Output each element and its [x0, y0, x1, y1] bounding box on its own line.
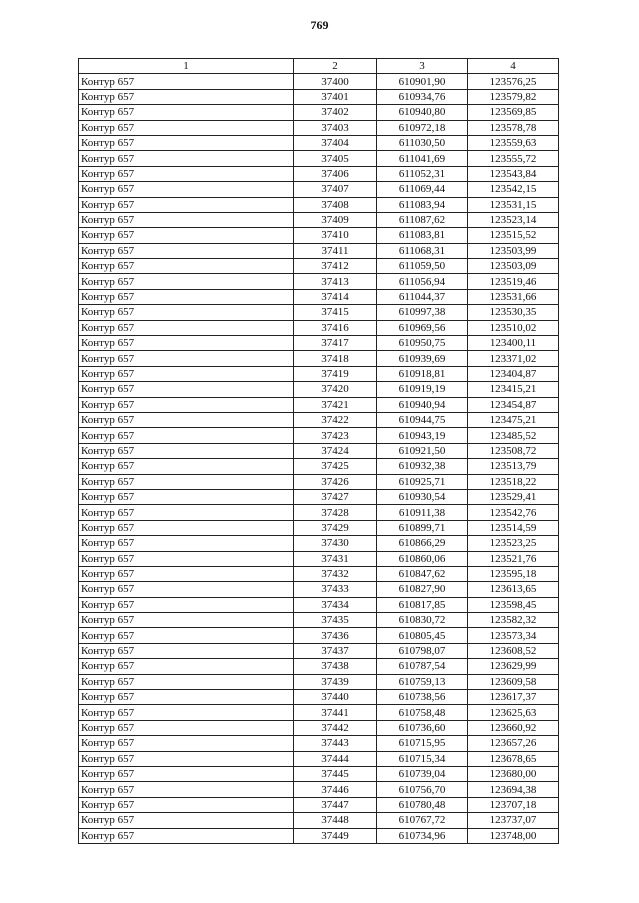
point-number-cell: 37424: [294, 443, 377, 458]
table-row: [79, 551, 559, 566]
y-coordinate-cell: 123503,99: [468, 243, 559, 258]
x-coordinate-cell: 610943,19: [377, 428, 468, 443]
x-coordinate-cell: 610758,48: [377, 705, 468, 720]
y-coordinate-cell: 123629,99: [468, 659, 559, 674]
y-coordinate-cell: 123748,00: [468, 828, 559, 843]
point-number-cell: 37411: [294, 243, 377, 258]
y-coordinate-cell: 123542,15: [468, 182, 559, 197]
table-row: [79, 243, 559, 258]
point-number-cell: 37416: [294, 320, 377, 335]
x-coordinate-cell: 610901,90: [377, 74, 468, 89]
point-number-cell: 37434: [294, 597, 377, 612]
contour-name-cell: Контур 657: [79, 720, 294, 735]
point-number-cell: 37423: [294, 428, 377, 443]
y-coordinate-cell: 123514,59: [468, 520, 559, 535]
table-row: [79, 120, 559, 135]
x-coordinate-cell: 610969,56: [377, 320, 468, 335]
x-coordinate-cell: 610860,06: [377, 551, 468, 566]
y-coordinate-cell: 123485,52: [468, 428, 559, 443]
point-number-cell: 37409: [294, 212, 377, 227]
x-coordinate-cell: 610925,71: [377, 474, 468, 489]
x-coordinate-cell: 611052,31: [377, 166, 468, 181]
point-number-cell: 37444: [294, 751, 377, 766]
contour-name-cell: Контур 657: [79, 705, 294, 720]
contour-name-cell: Контур 657: [79, 89, 294, 104]
x-coordinate-cell: 610736,60: [377, 720, 468, 735]
contour-name-cell: Контур 657: [79, 582, 294, 597]
y-coordinate-cell: 123625,63: [468, 705, 559, 720]
y-coordinate-cell: 123582,32: [468, 613, 559, 628]
table-row: [79, 720, 559, 735]
table-row: [79, 536, 559, 551]
table-row: [79, 597, 559, 612]
point-number-cell: 37441: [294, 705, 377, 720]
contour-name-cell: Контур 657: [79, 813, 294, 828]
contour-name-cell: Контур 657: [79, 120, 294, 135]
contour-name-cell: Контур 657: [79, 166, 294, 181]
point-number-cell: 37428: [294, 505, 377, 520]
table-row: [79, 305, 559, 320]
contour-name-cell: Контур 657: [79, 613, 294, 628]
contour-name-cell: Контур 657: [79, 782, 294, 797]
x-coordinate-cell: 610934,76: [377, 89, 468, 104]
contour-name-cell: Контур 657: [79, 305, 294, 320]
y-coordinate-cell: 123578,78: [468, 120, 559, 135]
y-coordinate-cell: 123529,41: [468, 489, 559, 504]
table-row: [79, 135, 559, 150]
x-coordinate-cell: 610830,72: [377, 613, 468, 628]
contour-name-cell: Контур 657: [79, 74, 294, 89]
table-row: [79, 397, 559, 412]
table-row: [79, 520, 559, 535]
contour-name-cell: Контур 657: [79, 628, 294, 643]
contour-name-cell: Контур 657: [79, 428, 294, 443]
column-header-4: 4: [468, 59, 559, 74]
y-coordinate-cell: 123707,18: [468, 797, 559, 812]
table-row: [79, 690, 559, 705]
point-number-cell: 37421: [294, 397, 377, 412]
table-row: [79, 489, 559, 504]
point-number-cell: 37447: [294, 797, 377, 812]
x-coordinate-cell: 611068,31: [377, 243, 468, 258]
y-coordinate-cell: 123531,66: [468, 289, 559, 304]
x-coordinate-cell: 610997,38: [377, 305, 468, 320]
y-coordinate-cell: 123555,72: [468, 151, 559, 166]
x-coordinate-cell: 610787,54: [377, 659, 468, 674]
x-coordinate-cell: 610972,18: [377, 120, 468, 135]
point-number-cell: 37435: [294, 613, 377, 628]
table-row: [79, 89, 559, 104]
table-header: [79, 59, 559, 74]
point-number-cell: 37445: [294, 766, 377, 781]
contour-name-cell: Контур 657: [79, 382, 294, 397]
table-row: [79, 628, 559, 643]
y-coordinate-cell: 123576,25: [468, 74, 559, 89]
x-coordinate-cell: 611059,50: [377, 259, 468, 274]
contour-name-cell: Контур 657: [79, 736, 294, 751]
point-number-cell: 37406: [294, 166, 377, 181]
point-number-cell: 37449: [294, 828, 377, 843]
x-coordinate-cell: 610939,69: [377, 351, 468, 366]
table-row: [79, 105, 559, 120]
y-coordinate-cell: 123542,76: [468, 505, 559, 520]
point-number-cell: 37402: [294, 105, 377, 120]
x-coordinate-cell: 610866,29: [377, 536, 468, 551]
point-number-cell: 37448: [294, 813, 377, 828]
point-number-cell: 37403: [294, 120, 377, 135]
table-row: [79, 797, 559, 812]
point-number-cell: 37412: [294, 259, 377, 274]
y-coordinate-cell: 123454,87: [468, 397, 559, 412]
point-number-cell: 37436: [294, 628, 377, 643]
contour-name-cell: Контур 657: [79, 674, 294, 689]
y-coordinate-cell: 123609,58: [468, 674, 559, 689]
point-number-cell: 37414: [294, 289, 377, 304]
x-coordinate-cell: 611056,94: [377, 274, 468, 289]
x-coordinate-cell: 610932,38: [377, 459, 468, 474]
point-number-cell: 37401: [294, 89, 377, 104]
x-coordinate-cell: 610767,72: [377, 813, 468, 828]
y-coordinate-cell: 123543,84: [468, 166, 559, 181]
contour-name-cell: Контур 657: [79, 828, 294, 843]
contour-name-cell: Контур 657: [79, 520, 294, 535]
y-coordinate-cell: 123573,34: [468, 628, 559, 643]
point-number-cell: 37426: [294, 474, 377, 489]
point-number-cell: 37420: [294, 382, 377, 397]
y-coordinate-cell: 123613,65: [468, 582, 559, 597]
y-coordinate-cell: 123617,37: [468, 690, 559, 705]
contour-name-cell: Контур 657: [79, 366, 294, 381]
table-row: [79, 705, 559, 720]
table-row: [79, 751, 559, 766]
y-coordinate-cell: 123608,52: [468, 643, 559, 658]
contour-name-cell: Контур 657: [79, 766, 294, 781]
contour-name-cell: Контур 657: [79, 566, 294, 581]
y-coordinate-cell: 123569,85: [468, 105, 559, 120]
contour-name-cell: Контур 657: [79, 228, 294, 243]
point-number-cell: 37410: [294, 228, 377, 243]
x-coordinate-cell: 610940,94: [377, 397, 468, 412]
point-number-cell: 37408: [294, 197, 377, 212]
contour-name-cell: Контур 657: [79, 243, 294, 258]
y-coordinate-cell: 123660,92: [468, 720, 559, 735]
table-body: [79, 74, 559, 844]
point-number-cell: 37432: [294, 566, 377, 581]
y-coordinate-cell: 123559,63: [468, 135, 559, 150]
contour-name-cell: Контур 657: [79, 151, 294, 166]
x-coordinate-cell: 610930,54: [377, 489, 468, 504]
table-row: [79, 659, 559, 674]
y-coordinate-cell: 123475,21: [468, 412, 559, 427]
y-coordinate-cell: 123595,18: [468, 566, 559, 581]
y-coordinate-cell: 123531,15: [468, 197, 559, 212]
table-row: [79, 366, 559, 381]
contour-name-cell: Контур 657: [79, 212, 294, 227]
contour-name-cell: Контур 657: [79, 690, 294, 705]
contour-name-cell: Контур 657: [79, 597, 294, 612]
x-coordinate-cell: 610940,80: [377, 105, 468, 120]
y-coordinate-cell: 123415,21: [468, 382, 559, 397]
y-coordinate-cell: 123513,79: [468, 459, 559, 474]
x-coordinate-cell: 610911,38: [377, 505, 468, 520]
contour-name-cell: Контур 657: [79, 536, 294, 551]
table-row: [79, 259, 559, 274]
y-coordinate-cell: 123503,09: [468, 259, 559, 274]
point-number-cell: 37405: [294, 151, 377, 166]
contour-name-cell: Контур 657: [79, 351, 294, 366]
table-row: [79, 274, 559, 289]
x-coordinate-cell: 610738,56: [377, 690, 468, 705]
table-row: [79, 289, 559, 304]
header-row: [79, 59, 559, 74]
x-coordinate-cell: 610734,96: [377, 828, 468, 843]
point-number-cell: 37404: [294, 135, 377, 150]
y-coordinate-cell: 123400,11: [468, 336, 559, 351]
table-row: [79, 336, 559, 351]
point-number-cell: 37438: [294, 659, 377, 674]
x-coordinate-cell: 610827,90: [377, 582, 468, 597]
y-coordinate-cell: 123519,46: [468, 274, 559, 289]
y-coordinate-cell: 123515,52: [468, 228, 559, 243]
point-number-cell: 37400: [294, 74, 377, 89]
point-number-cell: 37443: [294, 736, 377, 751]
table-row: [79, 474, 559, 489]
x-coordinate-cell: 610817,85: [377, 597, 468, 612]
x-coordinate-cell: 611087,62: [377, 212, 468, 227]
table-row: [79, 320, 559, 335]
y-coordinate-cell: 123523,25: [468, 536, 559, 551]
contour-name-cell: Контур 657: [79, 135, 294, 150]
table-row: [79, 766, 559, 781]
y-coordinate-cell: 123371,02: [468, 351, 559, 366]
y-coordinate-cell: 123518,22: [468, 474, 559, 489]
table-row: [79, 74, 559, 89]
x-coordinate-cell: 610715,95: [377, 736, 468, 751]
column-header-1: 1: [79, 59, 294, 74]
table-row: [79, 505, 559, 520]
point-number-cell: 37440: [294, 690, 377, 705]
x-coordinate-cell: 610739,04: [377, 766, 468, 781]
table-row: [79, 566, 559, 581]
x-coordinate-cell: 610847,62: [377, 566, 468, 581]
table-row: [79, 459, 559, 474]
point-number-cell: 37430: [294, 536, 377, 551]
x-coordinate-cell: 610950,75: [377, 336, 468, 351]
point-number-cell: 37419: [294, 366, 377, 381]
x-coordinate-cell: 610780,48: [377, 797, 468, 812]
table-row: [79, 182, 559, 197]
x-coordinate-cell: 611041,69: [377, 151, 468, 166]
y-coordinate-cell: 123694,38: [468, 782, 559, 797]
point-number-cell: 37427: [294, 489, 377, 504]
x-coordinate-cell: 611030,50: [377, 135, 468, 150]
contour-name-cell: Контур 657: [79, 659, 294, 674]
table-row: [79, 613, 559, 628]
x-coordinate-cell: 610756,70: [377, 782, 468, 797]
point-number-cell: 37431: [294, 551, 377, 566]
y-coordinate-cell: 123680,00: [468, 766, 559, 781]
x-coordinate-cell: 610715,34: [377, 751, 468, 766]
x-coordinate-cell: 611083,81: [377, 228, 468, 243]
contour-name-cell: Контур 657: [79, 259, 294, 274]
x-coordinate-cell: 611044,37: [377, 289, 468, 304]
table-row: [79, 828, 559, 843]
point-number-cell: 37429: [294, 520, 377, 535]
table-row: [79, 382, 559, 397]
y-coordinate-cell: 123508,72: [468, 443, 559, 458]
y-coordinate-cell: 123523,14: [468, 212, 559, 227]
point-number-cell: 37425: [294, 459, 377, 474]
table-row: [79, 736, 559, 751]
contour-name-cell: Контур 657: [79, 797, 294, 812]
y-coordinate-cell: 123598,45: [468, 597, 559, 612]
y-coordinate-cell: 123510,02: [468, 320, 559, 335]
point-number-cell: 37415: [294, 305, 377, 320]
contour-name-cell: Контур 657: [79, 182, 294, 197]
x-coordinate-cell: 611069,44: [377, 182, 468, 197]
contour-name-cell: Контур 657: [79, 643, 294, 658]
table-row: [79, 428, 559, 443]
coordinates-table: [78, 58, 559, 844]
table-row: [79, 782, 559, 797]
point-number-cell: 37439: [294, 674, 377, 689]
table-row: [79, 212, 559, 227]
x-coordinate-cell: 610805,45: [377, 628, 468, 643]
y-coordinate-cell: 123657,26: [468, 736, 559, 751]
table-row: [79, 674, 559, 689]
y-coordinate-cell: 123521,76: [468, 551, 559, 566]
column-header-2: 2: [294, 59, 377, 74]
contour-name-cell: Контур 657: [79, 751, 294, 766]
table-row: [79, 351, 559, 366]
table-row: [79, 197, 559, 212]
table-row: [79, 582, 559, 597]
point-number-cell: 37442: [294, 720, 377, 735]
x-coordinate-cell: 610798,07: [377, 643, 468, 658]
x-coordinate-cell: 610899,71: [377, 520, 468, 535]
contour-name-cell: Контур 657: [79, 443, 294, 458]
contour-name-cell: Контур 657: [79, 274, 294, 289]
y-coordinate-cell: 123404,87: [468, 366, 559, 381]
x-coordinate-cell: 610918,81: [377, 366, 468, 381]
table-row: [79, 228, 559, 243]
contour-name-cell: Контур 657: [79, 197, 294, 212]
contour-name-cell: Контур 657: [79, 551, 294, 566]
contour-name-cell: Контур 657: [79, 289, 294, 304]
contour-name-cell: Контур 657: [79, 412, 294, 427]
table-row: [79, 166, 559, 181]
contour-name-cell: Контур 657: [79, 459, 294, 474]
point-number-cell: 37422: [294, 412, 377, 427]
point-number-cell: 37413: [294, 274, 377, 289]
table-row: [79, 412, 559, 427]
x-coordinate-cell: 610919,19: [377, 382, 468, 397]
point-number-cell: 37446: [294, 782, 377, 797]
contour-name-cell: Контур 657: [79, 474, 294, 489]
contour-name-cell: Контур 657: [79, 397, 294, 412]
y-coordinate-cell: 123737,07: [468, 813, 559, 828]
table-row: [79, 643, 559, 658]
table-row: [79, 813, 559, 828]
point-number-cell: 37437: [294, 643, 377, 658]
y-coordinate-cell: 123530,35: [468, 305, 559, 320]
page-number: 769: [310, 18, 329, 32]
y-coordinate-cell: 123678,65: [468, 751, 559, 766]
contour-name-cell: Контур 657: [79, 336, 294, 351]
column-header-3: 3: [377, 59, 468, 74]
x-coordinate-cell: 610759,13: [377, 674, 468, 689]
point-number-cell: 37418: [294, 351, 377, 366]
x-coordinate-cell: 610944,75: [377, 412, 468, 427]
table-row: [79, 151, 559, 166]
x-coordinate-cell: 611083,94: [377, 197, 468, 212]
point-number-cell: 37417: [294, 336, 377, 351]
point-number-cell: 37433: [294, 582, 377, 597]
contour-name-cell: Контур 657: [79, 320, 294, 335]
point-number-cell: 37407: [294, 182, 377, 197]
table-row: [79, 443, 559, 458]
y-coordinate-cell: 123579,82: [468, 89, 559, 104]
x-coordinate-cell: 610921,50: [377, 443, 468, 458]
contour-name-cell: Контур 657: [79, 105, 294, 120]
contour-name-cell: Контур 657: [79, 489, 294, 504]
contour-name-cell: Контур 657: [79, 505, 294, 520]
